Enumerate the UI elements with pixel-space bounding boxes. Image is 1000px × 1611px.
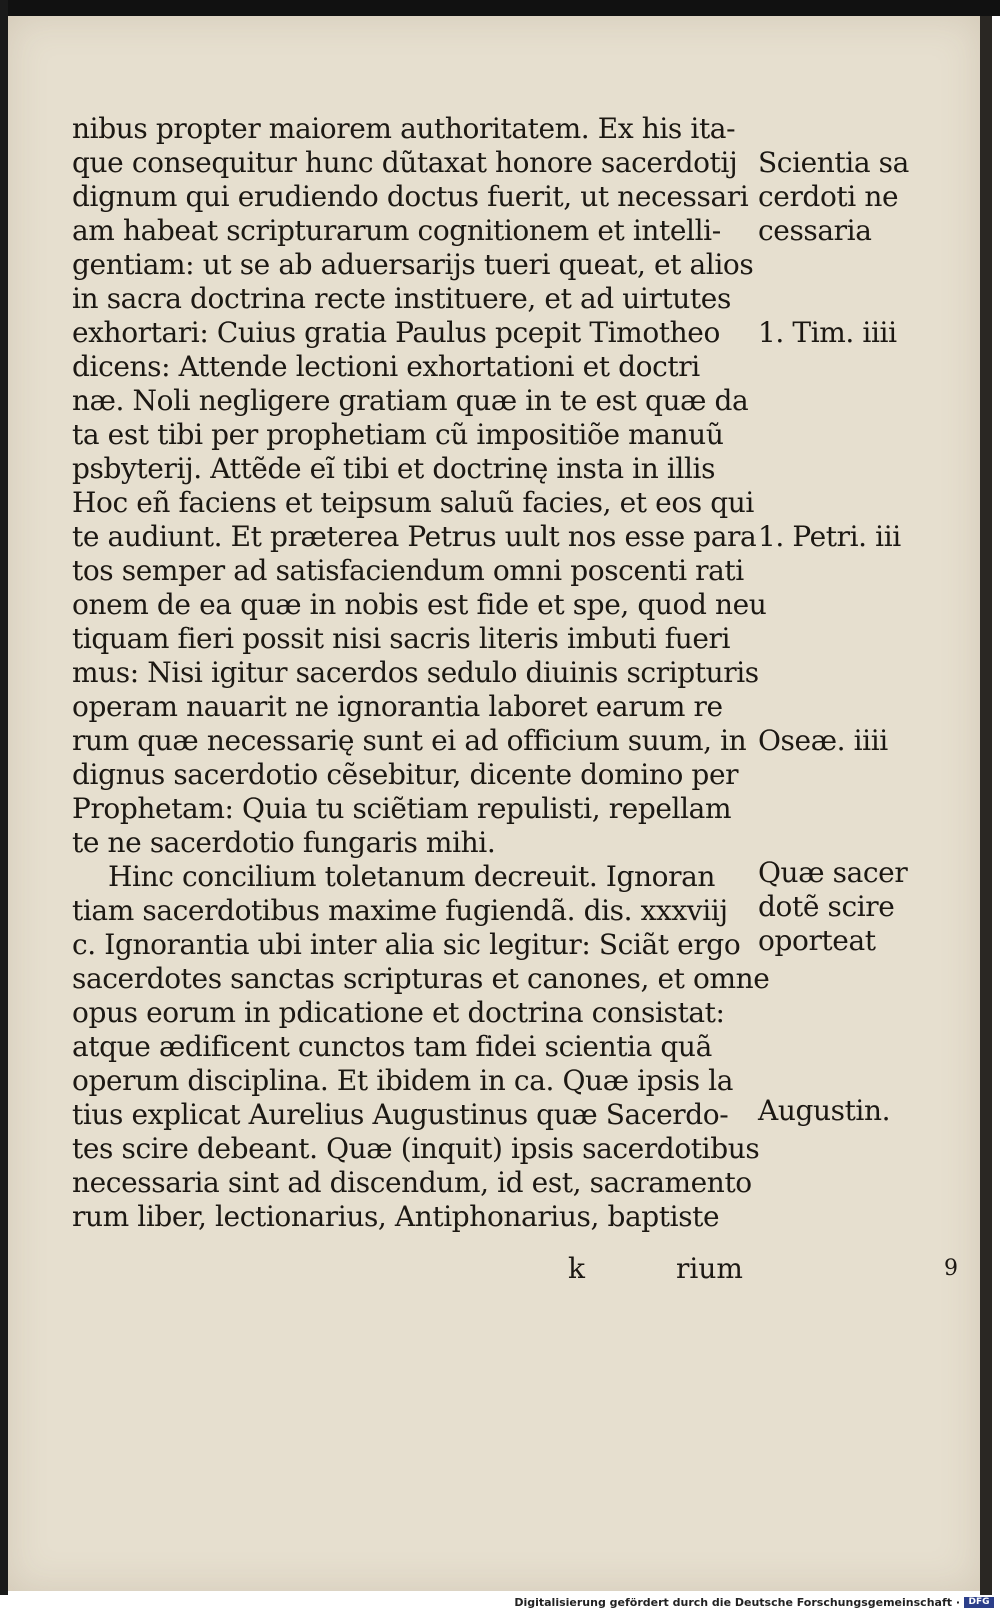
scan-right-border <box>980 16 992 1595</box>
marginal-note: cerdoti ne <box>758 180 899 213</box>
text-line: tius explicat Aurelius Augustinus quæ Sacerdo- <box>72 1098 729 1131</box>
text-line: rum liber, lectionarius, Antiphonarius, baptiste <box>72 1200 720 1233</box>
text-line: tiquam fieri possit nisi sacris literis imbuti fueri <box>72 622 731 655</box>
text-line: rum quæ necessarię sunt ei ad officium suum, in <box>72 724 747 757</box>
catchword: rium <box>676 1252 743 1285</box>
text-line: nibus propter maiorem authoritatem. Ex his ita- <box>72 112 736 145</box>
text-line: que consequitur hunc dũtaxat honore sacerdotij <box>72 146 738 179</box>
text-line: næ. Noli negligere gratiam quæ in te est quæ da <box>72 384 749 417</box>
dfg-logo: DFG <box>964 1597 994 1608</box>
text-line: c. Ignorantia ubi inter alia sic legitur: Sciãt ergo <box>72 928 741 961</box>
text-line: operam nauarit ne ignorantia laboret earum re <box>72 690 723 723</box>
scan-left-border <box>0 0 8 1595</box>
scan-top-border <box>0 0 1000 16</box>
signature-mark: k <box>568 1252 585 1285</box>
funding-credit: Digitalisierung gefördert durch die Deutsche Forschungsgemeinschaft · <box>514 1596 960 1609</box>
book-page <box>8 16 980 1591</box>
marginal-note: Quæ sacer <box>758 856 908 889</box>
text-line: Prophetam: Quia tu sciẽtiam repulisti, repellam <box>72 792 732 825</box>
text-line: in sacra doctrina recte instituere, et ad uirtutes <box>72 282 731 315</box>
text-line: mus: Nisi igitur sacerdos sedulo diuinis scripturis <box>72 656 759 689</box>
marginal-note: 1. Tim. iiii <box>758 316 897 349</box>
marginal-note: Scientia sa <box>758 146 909 179</box>
marginal-note: cessaria <box>758 214 872 247</box>
text-line: te audiunt. Et præterea Petrus uult nos esse para <box>72 520 757 553</box>
text-line: gentiam: ut se ab aduersarijs tueri queat, et alios <box>72 248 754 281</box>
text-line: operum disciplina. Et ibidem in ca. Quæ ipsis la <box>72 1064 734 1097</box>
marginal-note: oporteat <box>758 924 876 957</box>
text-line: Hoc eñ faciens et teipsum saluũ facies, et eos qui <box>72 486 754 519</box>
text-line: sacerdotes sanctas scripturas et canones, et omne <box>72 962 770 995</box>
text-line: psbyterij. Attẽde eĩ tibi et doctrinę insta in illis <box>72 452 716 485</box>
edge-mark: 9 <box>944 1256 958 1281</box>
text-line: tos semper ad satisfaciendum omni poscenti rati <box>72 554 744 587</box>
text-line: am habeat scripturarum cognitionem et intelli- <box>72 214 721 247</box>
text-line: dignum qui erudiendo doctus fuerit, ut necessari <box>72 180 749 213</box>
text-line: necessaria sint ad discendum, id est, sacramento <box>72 1166 752 1199</box>
text-line: tes scire debeant. Quæ (inquit) ipsis sacerdotibus <box>72 1132 760 1165</box>
text-line: exhortari: Cuius gratia Paulus pcepit Timotheo <box>72 316 720 349</box>
marginal-note: Oseæ. iiii <box>758 724 888 757</box>
text-line: Hinc concilium toletanum decreuit. Ignoran <box>108 860 716 893</box>
marginal-note: 1. Petri. iii <box>758 520 901 553</box>
text-line: dicens: Attende lectioni exhortationi et doctri <box>72 350 700 383</box>
text-line: atque ædificent cunctos tam fidei scientia quã <box>72 1030 712 1063</box>
text-line: te ne sacerdotio fungaris mihi. <box>72 826 496 859</box>
text-line: ta est tibi per prophetiam cũ impositiõe manuũ <box>72 418 724 451</box>
text-line: opus eorum in pdicatione et doctrina consistat: <box>72 996 725 1029</box>
digitization-footer <box>0 1595 1000 1611</box>
text-line: dignus sacerdotio cẽsebitur, dicente domino per <box>72 758 739 791</box>
marginal-note: Augustin. <box>758 1094 891 1127</box>
text-line: onem de ea quæ in nobis est fide et spe, quod neu <box>72 588 767 621</box>
text-line: tiam sacerdotibus maxime fugiendã. dis. xxxviij <box>72 894 728 927</box>
marginal-note: dotẽ scire <box>758 890 895 923</box>
